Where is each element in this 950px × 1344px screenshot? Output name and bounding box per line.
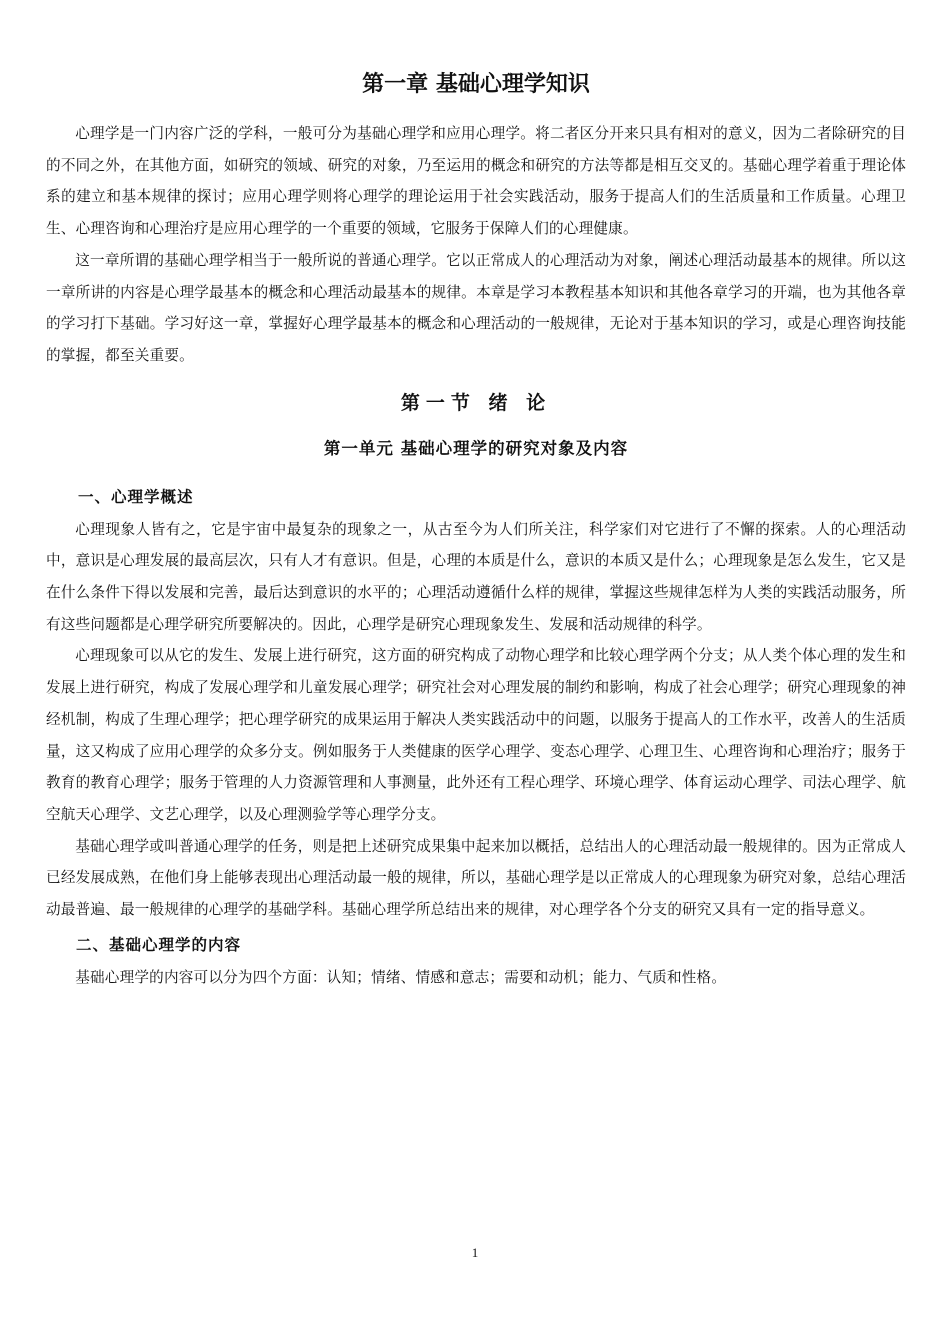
intro-paragraph-1: 心理学是一门内容广泛的学科，一般可分为基础心理学和应用心理学。将二者区分开来只具有相对的意义，因为二者除研究的目的不同之外，在其他方面，如研究的领域、研究的对象，乃至运用的概念和研究的方法等都是相互交叉的。基础心理学着重于理论体系的建立和基本规律的探讨；应用心理学则将心理学的理论运用于社会实践活动，服务于提高人们的生活质量和工作质量。心理卫生、心理咨询和心理治疗是应用心理学的一个重要的领域，它服务于保障人们的心理健康。: [46, 125, 906, 238]
subsection-1-paragraph-3: 基础心理学或叫普通心理学的任务，则是把上述研究成果集中起来加以概括，总结出人的心理活动最一般规律的。因为正常成人已经发展成熟，在他们身上能够表现出心理活动最一般的规律，所以，基础心理学是以正常成人的心理现象为研究对象，总结心理活动最普遍、最一般规律的心理学的基础学科。基础心理学所总结出来的规律，对心理学各个分支的研究又具有一定的指导意义。: [46, 837, 906, 919]
section-title: 第一节 绪 论: [400, 391, 552, 414]
unit-title: 第一单元 基础心理学的研究对象及内容: [323, 438, 629, 458]
subsection-1-paragraph-2: 心理现象可以从它的发生、发展上进行研究，这方面的研究构成了动物心理学和比较心理学两个分支；从人类个体心理的发生和发展上进行研究，构成了发展心理学和儿童发展心理学；研究社会对心理发展的制约和影响，构成了社会心理学；研究心理现象的神经机制，构成了生理心理学；把心理学研究的成果运用于解决人类实践活动中的问题，以服务于提高人的工作水平，改善人的生活质量，这又构成了应用心理学的众多分支。例如服务于人类健康的医学心理学、变态心理学、心理卫生、心理咨询和心理治疗；服务于教育的教育心理学；服务于管理的人力资源管理和人事测量，此外还有工程心理学、环境心理学、体育运动心理学、司法心理学、航空航天心理学、文艺心理学，以及心理测验学等心理学分支。: [46, 647, 906, 823]
subsection-1-title: 一、心理学概述: [78, 487, 194, 506]
subsection-1-paragraph-1: 心理现象人皆有之，它是宇宙中最复杂的现象之一，从古至今为人们所关注，科学家们对它进行了不懈的探索。人的心理活动中，意识是心理发展的最高层次，只有人才有意识。但是，心理的本质是什么，意识的本质又是什么；心理现象是怎么发生，它又是在什么条件下得以发展和完善，最后达到意识的水平的；心理活动遵循什么样的规律，掌握这些规律怎样为人类的实践活动服务，所有这些问题都是心理学研究所要解决的。因此，心理学是研究心理现象发生、发展和活动规律的科学。: [46, 520, 906, 633]
page-content: [46, 68, 906, 993]
page-number: 1: [471, 1245, 479, 1260]
subsection-2-title: 二、基础心理学的内容: [76, 935, 242, 954]
chapter-title: 第一章 基础心理学知识: [362, 72, 590, 97]
intro-paragraph-2: 这一章所谓的基础心理学相当于一般所说的普通心理学。它以正常成人的心理活动为对象，阐述心理活动最基本的规律。所以这一章所讲的内容是心理学最基本的概念和心理活动最基本的规律。本章是学习本教程基本知识和其他各章学习的开端，也为其他各章的学习打下基础。学习好这一章，掌握好心理学最基本的概念和心理活动的一般规律，无论对于基本知识的学习，或是心理咨询技能的掌握，都至关重要。: [46, 251, 906, 364]
subsection-2-paragraph-1: 基础心理学的内容可以分为四个方面：认知；情绪、情感和意志；需要和动机；能力、气质和性格。: [75, 968, 727, 986]
